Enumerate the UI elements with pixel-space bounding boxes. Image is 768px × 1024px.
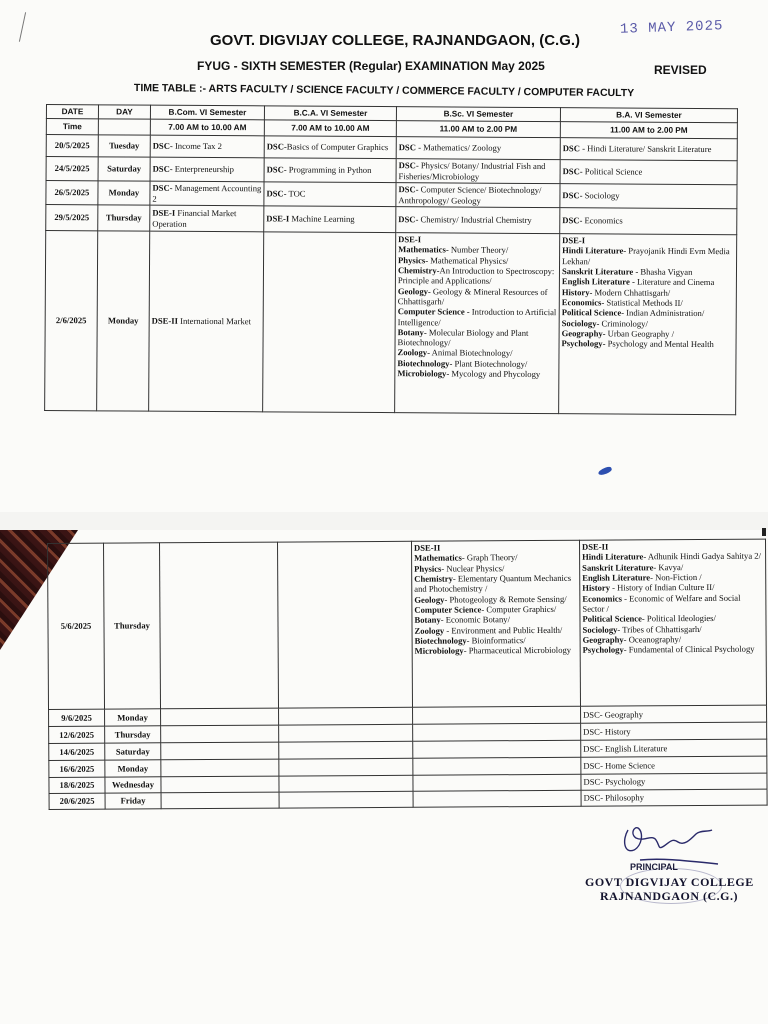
subject-name: Psychology <box>582 644 624 655</box>
subject-name: Geography <box>561 327 603 339</box>
subject-name: Microbiology <box>397 368 447 379</box>
subject-name: Sociology <box>561 317 597 328</box>
empty-cell <box>161 759 279 777</box>
paper-title: - Mycology and Phycology <box>446 368 541 380</box>
subject-name: Geology <box>414 594 445 605</box>
subject-name: Economics <box>582 593 623 604</box>
empty-cell <box>279 707 413 725</box>
header-bsc: B.Sc. VI Semester <box>396 107 560 122</box>
row-bsc: DSC- Chemistry/ Industrial Chemistry <box>396 207 560 234</box>
time-label: Time <box>46 119 98 135</box>
paper-title: - Graph Theory/ <box>461 552 518 563</box>
subject-name: Biotechnology <box>397 357 450 369</box>
paper-title: - Prayojanik Hindi Evm Media Lekhan/ <box>562 245 730 266</box>
subject-name: Chemistry <box>414 573 453 584</box>
subject-line <box>562 338 734 349</box>
subject-line <box>415 645 578 656</box>
subject-name: Physics <box>398 254 426 265</box>
row-bca-empty <box>277 541 412 708</box>
empty-cell <box>279 724 413 742</box>
row-day: Tuesday <box>98 135 150 157</box>
header-bcom: B.Com. VI Semester <box>150 105 264 120</box>
paper-title: - History of Indian Culture II/ <box>609 582 715 593</box>
subject-line <box>414 573 577 595</box>
row-bcom: DSE-II International Market <box>149 231 264 412</box>
header-ba: B.A. VI Semester <box>560 108 737 123</box>
paper-title: - Fundamental of Clinical Psychology <box>623 643 755 655</box>
paper-title: - Kavya/ <box>653 561 684 572</box>
row-date: 2/6/2025 <box>45 231 98 411</box>
paper-title: - Adhunik Hindi Gadya Sahitya 2/ <box>643 550 762 562</box>
table-row-dse1 <box>45 231 737 415</box>
row-ba: DSC- Home Science <box>581 756 767 774</box>
subject-name: Biotechnology <box>414 635 467 646</box>
subject-line <box>415 624 578 635</box>
row-bcom: DSC- Income Tax 2 <box>150 135 264 158</box>
row-day: Wednesday <box>105 777 161 793</box>
paper-title: -An Introduction to Spectroscopy: Principle and Applications/ <box>397 265 555 286</box>
exam-title: FYUG - SIXTH SEMESTER (Regular) EXAMINATION May 2025 <box>197 59 545 73</box>
paper-title: - Non-Fiction / <box>650 571 702 583</box>
subject-line <box>398 286 557 308</box>
paper-title: - Bhasha Vigyan <box>633 266 693 277</box>
paper-title: - Indian Administration/ <box>621 307 705 319</box>
row-bca: DSC-Basics of Computer Graphics <box>264 136 396 159</box>
paper-title: - Plant Biotechnology/ <box>449 358 528 369</box>
row-day: Thursday <box>104 543 161 709</box>
subject-name: Psychology <box>561 338 603 349</box>
dse2-ba-list: DSE-II Hindi Literature- Adhunik Hindi Gadya Sahitya 2/ Sanskrit Literature- Kavya/ English Literature- Non-Fiction / History - History of Indian Culture II/ Economics - Economic of Welfare and Social Sector / Political Science- Political Ideologies/ Sociology- Tribes of Chhattisgarh/ Geography- Oceanography/ Psychology- Fundamental of Clinical Psychology <box>579 539 766 706</box>
header-day: DAY <box>98 105 150 119</box>
sheet-gap <box>0 512 768 530</box>
time-bsc: 11.00 AM to 2.00 PM <box>396 121 560 138</box>
subject-name: Geology <box>397 285 428 296</box>
revised-label: REVISED <box>654 63 707 77</box>
time-bca: 7.00 AM to 10.00 AM <box>264 120 396 137</box>
paper-title: - Tribes of Chhattisgarh/ <box>617 623 702 635</box>
paper-title: - Molecular Biology and Plant Biotechnology/ <box>397 327 529 348</box>
header-date: DATE <box>46 105 98 119</box>
row-date: 29/5/2025 <box>46 205 98 231</box>
empty-cell <box>161 725 279 743</box>
row-day: Friday <box>105 793 161 809</box>
subject-line <box>562 245 734 267</box>
empty-cell <box>413 740 581 758</box>
empty-cell <box>279 791 413 808</box>
empty-cell <box>279 775 413 792</box>
paper-title: - Introduction to Artificial Intelligence/ <box>397 306 557 327</box>
empty-cell <box>279 758 413 776</box>
paper-title: - Economic of Welfare and Social Sector / <box>582 592 741 614</box>
row-bcom: DSE-I Financial Market Operation <box>150 205 264 232</box>
row-day: Saturday <box>105 743 161 760</box>
subject-line <box>397 368 556 379</box>
row-bsc: DSC - Mathematics/ Zoology <box>396 137 560 160</box>
date-stamp: 13 MAY 2025 <box>619 18 724 38</box>
college-title: GOVT. DIGVIJAY COLLEGE, RAJNANDGAON, (C.G.) <box>210 32 581 49</box>
time-ba: 11.00 AM to 2.00 PM <box>560 122 737 139</box>
subject-name: Botany <box>397 326 424 338</box>
row-ba: DSC- Political Science <box>560 160 737 185</box>
row-ba: DSC- History <box>581 722 767 740</box>
row-day: Saturday <box>98 157 150 181</box>
subject-line <box>398 327 557 349</box>
paper-title: - Geology & Mineral Resources of Chhattisgarh/ <box>397 285 548 307</box>
row-day: Monday <box>97 231 150 411</box>
row-day: Thursday <box>105 726 161 743</box>
subject-name: Physics <box>414 563 442 574</box>
row-date: 20/5/2025 <box>46 135 98 157</box>
subject-name: Computer Science <box>397 306 465 317</box>
subject-name: Economics <box>561 297 602 308</box>
paper-title: - Modern Chhattisgarh/ <box>589 286 671 298</box>
row-day: Monday <box>98 181 150 205</box>
row-bca-empty <box>263 232 396 413</box>
subject-name: Microbiology <box>414 645 464 656</box>
row-date: 26/5/2025 <box>46 181 98 205</box>
empty-cell <box>413 723 581 741</box>
subject-line <box>398 265 557 287</box>
timetable-part-1 <box>44 104 738 415</box>
time-bcom: 7.00 AM to 10.00 AM <box>150 119 264 136</box>
dse2-bsc-list: DSE-II Mathematics- Graph Theory/ Physics- Nuclear Physics/ Chemistry- Elementary Quantum Mechanics and Photochemistry / Geology- Photogeology & Remote Sensing/ Computer Science- Computer Graphics/ Botany- Economic Botany/ Zoology - Environment and Public Health/ Biotechnology- Bioinformatics/ Microbiology- Pharmaceutical Microbiology <box>411 540 580 707</box>
empty-cell <box>413 706 581 724</box>
principal-title: PRINCIPAL <box>630 862 678 872</box>
row-date: 12/6/2025 <box>49 726 105 743</box>
paper-title: - Oceanography/ <box>623 633 682 645</box>
subject-line <box>414 604 577 615</box>
row-ba: DSC- Geography <box>581 705 767 723</box>
paper-title: - Number Theory/ <box>445 244 509 256</box>
table-row-dse2 <box>48 539 767 709</box>
subject-name: Geography <box>582 634 624 645</box>
page-edge-mark <box>762 528 766 536</box>
subject-name: Mathematics <box>414 552 462 564</box>
row-date: 20/6/2025 <box>49 793 105 809</box>
row-day: Thursday <box>98 205 150 231</box>
empty-cell <box>161 792 279 809</box>
empty-cell <box>161 776 279 793</box>
row-bsc: DSC- Computer Science/ Biotechnology/ Anthropology/ Geology <box>396 183 560 208</box>
row-ba: DSC- Philosophy <box>581 789 767 806</box>
subject-name: Botany <box>414 614 441 625</box>
subject-name: History <box>582 582 611 593</box>
empty-cell <box>161 742 279 760</box>
timetable-part-2 <box>47 539 768 810</box>
empty-cell <box>161 708 279 726</box>
subject-name: Political Science <box>582 613 642 624</box>
paper-title: - Nuclear Physics/ <box>441 562 505 574</box>
row-bcom-empty <box>160 542 279 709</box>
row-date: 9/6/2025 <box>49 709 105 726</box>
subject-name: Hindi Literature <box>582 551 644 563</box>
empty-cell <box>279 741 413 759</box>
paper-title: - Photogeology & Remote Sensing/ <box>444 593 567 605</box>
dse1-bsc-list: DSE-I Mathematics- Number Theory/ Physics- Mathematical Physics/ Chemistry-An Introduction to Spectroscopy: Principle and Applications/ Geology- Geology & Mineral Resources of Chhattisgarh/ Computer Science - Introduction to Artificial Intelligence/ Botany- Molecular Biology and Plant Biotechnology/ Zoology- Animal Biotechnology/ Biotechnology- Plant Biotechnology/ Microbiology- Mycology and Phycology <box>395 233 560 414</box>
row-date: 14/6/2025 <box>49 743 105 760</box>
row-date: 18/6/2025 <box>49 777 105 793</box>
subject-name: Mathematics <box>398 244 446 255</box>
paper-title: - Economic Botany/ <box>440 614 510 625</box>
subject-line <box>582 592 763 614</box>
empty-cell <box>413 790 581 807</box>
subject-line <box>583 644 764 655</box>
paper-title: - Elementary Quantum Mechanics and Photochemistry / <box>414 572 572 595</box>
row-ba: DSC- Economics <box>560 208 737 235</box>
paper-title: - Literature and Cinema <box>629 276 715 288</box>
row-date: 16/6/2025 <box>49 760 105 777</box>
paper-title: - Urban Geography / <box>602 328 675 339</box>
row-ba: DSC- Sociology <box>560 184 737 209</box>
subject-name: Computer Science <box>414 604 482 615</box>
subject-name: Sanskrit Literature <box>582 561 654 573</box>
subject-line <box>398 306 557 328</box>
empty-cell <box>413 774 581 791</box>
subject-name: Zoology <box>414 625 445 636</box>
subject-name: Zoology <box>397 347 428 358</box>
subject-name: English Literature <box>582 572 651 583</box>
paper-title: - Criminology/ <box>596 317 648 329</box>
empty-cell <box>413 757 581 775</box>
row-bca: DSC- TOC <box>264 182 396 207</box>
time-day-empty <box>98 119 150 135</box>
row-bcom: DSC- Management Accounting 2 <box>150 181 264 206</box>
row-date: 24/5/2025 <box>46 157 98 181</box>
row-date: 5/6/2025 <box>48 543 105 709</box>
header-bca: B.C.A. VI Semester <box>264 106 396 121</box>
paper-title: - Bioinformatics/ <box>466 634 526 646</box>
row-bcom: DSC- Enterpreneurship <box>150 157 264 182</box>
row-bca: DSE-I Machine Learning <box>264 206 396 233</box>
row-ba: DSC - Hindi Literature/ Sanskrit Literature <box>560 138 737 161</box>
row-day: Monday <box>105 709 161 726</box>
subject-name: Sociology <box>582 624 618 635</box>
subject-name: English Literature <box>561 276 630 287</box>
subject-name: Hindi Literature <box>562 245 624 256</box>
paper-title: - Psychology and Mental Health <box>602 338 714 350</box>
row-bsc: DSC- Physics/ Botany/ Industrial Fish and Fisheries/Microbiology <box>396 159 560 184</box>
row-ba: DSC- Psychology <box>581 773 767 790</box>
paper-title: - Political Ideologies/ <box>641 613 716 624</box>
subject-line <box>582 551 763 562</box>
subject-name: Political Science <box>561 307 622 318</box>
paper-title: - Pharmaceutical Microbiology <box>463 644 572 656</box>
row-day: Monday <box>105 760 161 777</box>
timetable-title: TIME TABLE :- ARTS FACULTY / SCIENCE FACULTY / COMMERCE FACULTY / COMPUTER FACULTY <box>133 82 635 100</box>
subject-name: History <box>561 286 590 297</box>
paper-title: - Mathematical Physics/ <box>425 254 509 266</box>
paper-title: - Statistical Methods II/ <box>601 297 683 308</box>
row-ba: DSC- English Literature <box>581 739 767 757</box>
principal-city: RAJNANDGAON (C.G.) <box>600 889 738 903</box>
paper-title: - Environment and Public Health/ <box>444 624 563 636</box>
paper-title: - Animal Biotechnology/ <box>427 347 513 359</box>
subject-name: Sanskrit Literature <box>561 266 634 277</box>
row-bca: DSC- Programming in Python <box>264 158 396 183</box>
dse1-ba-list: DSE-I Hindi Literature- Prayojanik Hindi Evm Media Lekhan/ Sanskrit Literature - Bhasha Vigyan English Literature - Literature and Cinema History- Modern Chhattisgarh/ Economics- Statistical Methods II/ Political Science- Indian Administration/ Sociology- Criminology/ Geography- Urban Geography / Psychology- Psychology and Mental Health <box>559 234 737 415</box>
principal-college: GOVT DIGVIJAY COLLEGE <box>585 875 754 889</box>
paper-title: - Computer Graphics/ <box>481 603 557 615</box>
subject-name: Chemistry <box>397 265 437 276</box>
